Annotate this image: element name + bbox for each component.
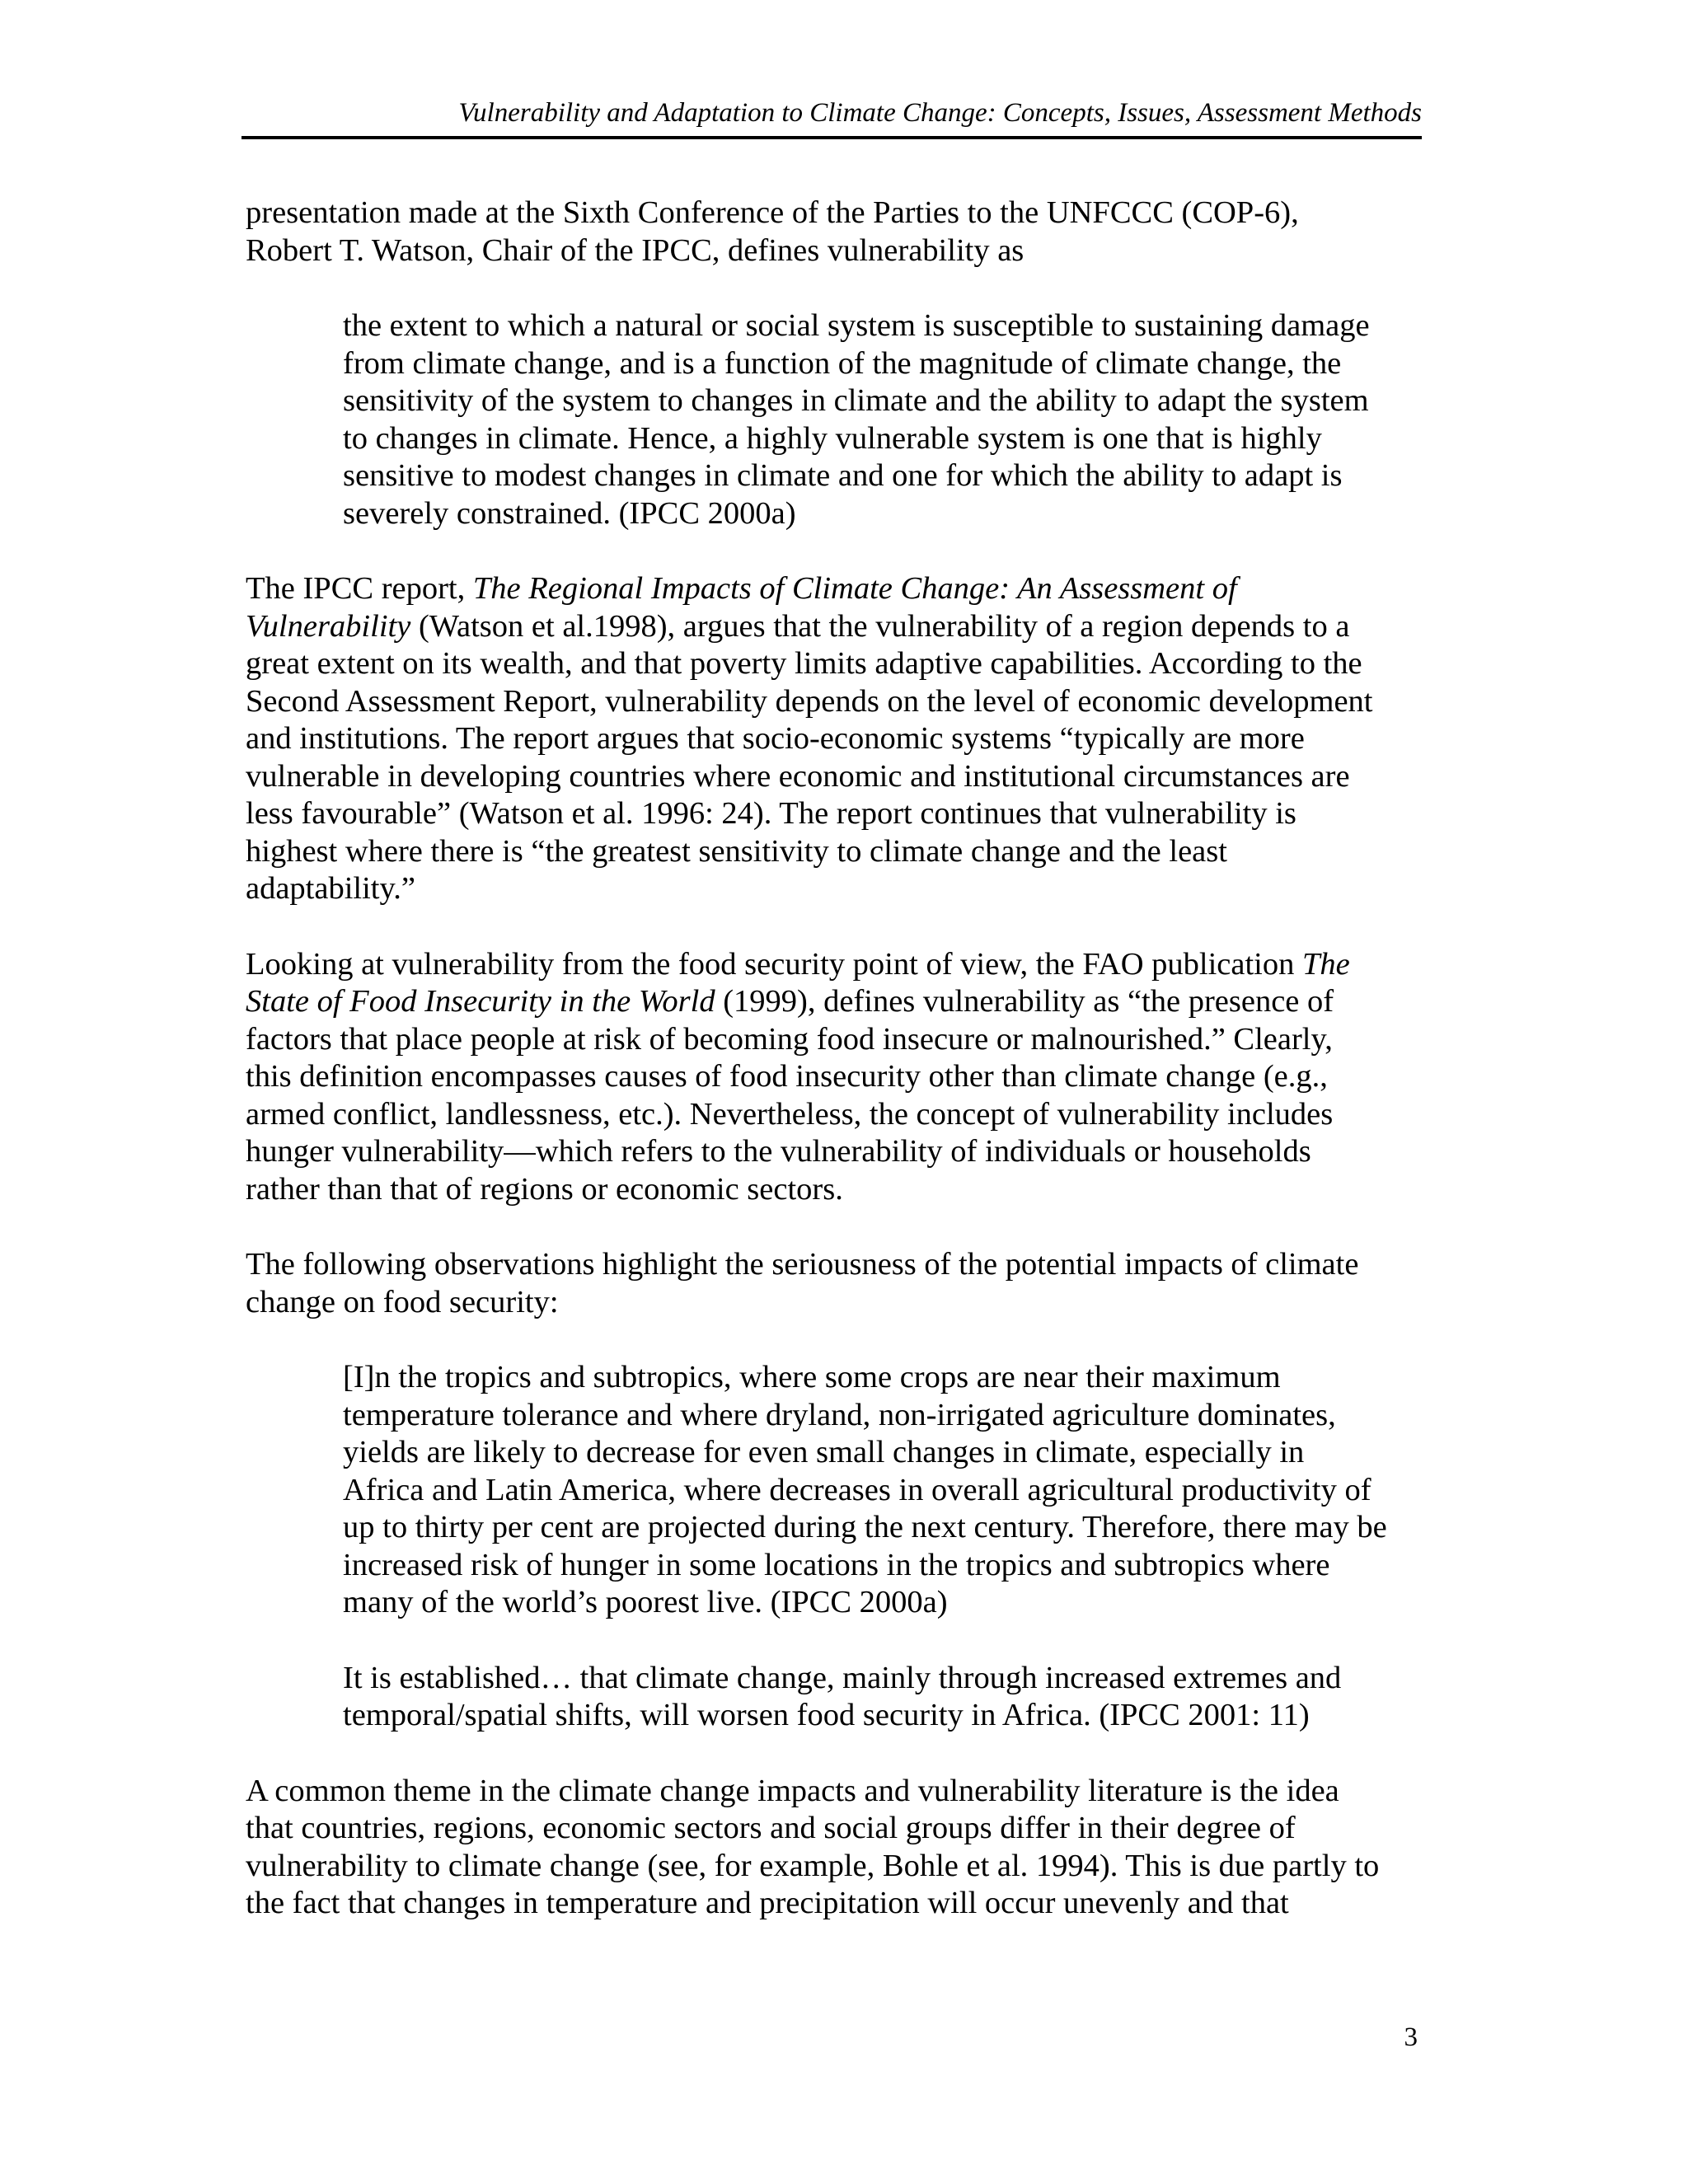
text-run: great extent on its wealth, and that poverty limits adaptive capabilities. According to the [246, 646, 1362, 681]
body-paragraph [246, 194, 1432, 269]
body-paragraph [246, 1773, 1432, 1923]
text-line [246, 870, 1432, 908]
text-run: many of the world’s poorest live. (IPCC 2000a) [343, 1585, 948, 1619]
text-line [343, 420, 1432, 458]
text-line [343, 1509, 1432, 1547]
text-run: change on food security: [246, 1284, 559, 1319]
text-line [246, 983, 1432, 1021]
text-line [343, 1660, 1432, 1698]
text-line [343, 1359, 1432, 1397]
text-line [343, 1584, 1432, 1622]
text-line [246, 1171, 1432, 1209]
text-line [343, 345, 1432, 383]
text-line [343, 307, 1432, 345]
body-paragraph [246, 1246, 1432, 1321]
text-run: armed conflict, landlessness, etc.). Nevertheless, the concept of vulnerability includes [246, 1096, 1334, 1132]
text-run: highest where there is “the greatest sensitivity to climate change and the least [246, 833, 1227, 869]
text-run: factors that place people at risk of becoming food insecure or malnourished.” Clearly, [246, 1021, 1333, 1057]
text-run: temporal/spatial shifts, will worsen food security in Africa. (IPCC 2001: 11) [343, 1698, 1310, 1732]
text-line [343, 1697, 1432, 1735]
italic-title-text: State of Food Insecurity in the World [246, 984, 715, 1019]
text-line [246, 795, 1432, 833]
text-line [246, 1246, 1432, 1284]
text-run: sensitive to modest changes in climate and one for which the ability to adapt is [343, 458, 1343, 493]
text-line [343, 457, 1432, 495]
text-line [246, 1021, 1432, 1059]
text-run: Africa and Latin America, where decreases in overall agricultural productivity of [343, 1472, 1372, 1507]
text-run: A common theme in the climate change impacts and vulnerability literature is the idea [246, 1773, 1339, 1808]
text-line [246, 232, 1432, 270]
text-run: severely constrained. (IPCC 2000a) [343, 495, 796, 531]
text-run: to changes in climate. Hence, a highly vulnerable system is one that is highly [343, 420, 1322, 456]
text-run: up to thirty per cent are projected during the next century. Therefore, there may be [343, 1510, 1387, 1544]
text-line [343, 1472, 1432, 1510]
block-quote [343, 1359, 1432, 1622]
text-run: that countries, regions, economic sectors and social groups differ in their degree of [246, 1811, 1296, 1845]
text-run: (Watson et al.1998), argues that the vulnerability of a region depends to a [410, 608, 1350, 644]
italic-title-text: The Regional Impacts of Climate Change: An Assessment of [472, 571, 1237, 606]
text-run: (1999), defines vulnerability as “the presence of [715, 984, 1334, 1019]
text-line [246, 946, 1432, 984]
text-line [246, 1058, 1432, 1096]
text-line [246, 1885, 1432, 1923]
text-line [343, 1434, 1432, 1472]
text-line [246, 1848, 1432, 1886]
text-line [246, 1773, 1432, 1811]
block-quote [343, 307, 1432, 532]
text-run: vulnerable in developing countries where economic and institutional circumstances are [246, 758, 1350, 794]
text-line [343, 495, 1432, 533]
text-line [246, 833, 1432, 871]
text-line [343, 1397, 1432, 1435]
text-line [246, 570, 1432, 608]
body-paragraph [246, 946, 1432, 1209]
page-number: 3 [1404, 2022, 1418, 2052]
body-paragraph [246, 570, 1432, 908]
text-run: Robert T. Watson, Chair of the IPCC, defines vulnerability as [246, 232, 1025, 268]
text-run: The IPCC report, [246, 571, 473, 606]
text-run: yields are likely to decrease for even small changes in climate, especially in [343, 1435, 1305, 1469]
text-run: the extent to which a natural or social system is susceptible to sustaining damage [343, 308, 1370, 343]
text-line [246, 1096, 1432, 1134]
text-run: this definition encompasses causes of food insecurity other than climate change (e.g., [246, 1059, 1328, 1094]
text-run: hunger vulnerability—which refers to the vulnerability of individuals or households [246, 1134, 1311, 1169]
italic-title-text: Vulnerability [246, 608, 411, 644]
text-run: rather than that of regions or economic sectors. [246, 1171, 843, 1207]
text-line [246, 1810, 1432, 1848]
text-run: from climate change, and is a function of the magnitude of climate change, the [343, 345, 1342, 381]
text-run: Looking at vulnerability from the food security point of view, the FAO publication [246, 946, 1303, 982]
text-line [343, 382, 1432, 420]
text-run: [I]n the tropics and subtropics, where some crops are near their maximum [343, 1360, 1281, 1394]
text-run: sensitivity of the system to changes in climate and the ability to adapt the system [343, 383, 1369, 418]
text-line [246, 758, 1432, 796]
text-run: presentation made at the Sixth Conference of the Parties to the UNFCCC (COP-6), [246, 195, 1299, 230]
text-line [343, 1547, 1432, 1585]
text-run: temperature tolerance and where dryland, non-irrigated agriculture dominates, [343, 1397, 1336, 1432]
text-run: adaptability.” [246, 871, 415, 906]
running-header [241, 78, 1422, 139]
text-line [246, 194, 1432, 232]
running-header-title: Vulnerability and Adaptation to Climate Change: Concepts, Issues, Assessment Methods [458, 98, 1422, 128]
page-body [246, 194, 1432, 1923]
text-run: the fact that changes in temperature and precipitation will occur unevenly and that [246, 1886, 1289, 1920]
italic-title-text: The [1302, 946, 1350, 982]
text-line [246, 720, 1432, 758]
text-run: It is established… that climate change, mainly through increased extremes and [343, 1660, 1342, 1695]
text-line [246, 1284, 1432, 1322]
text-run: and institutions. The report argues that socio-economic systems “typically are more [246, 721, 1305, 756]
text-run: increased risk of hunger in some locations in the tropics and subtropics where [343, 1547, 1330, 1582]
text-line [246, 683, 1432, 721]
text-run: Second Assessment Report, vulnerability depends on the level of economic development [246, 683, 1373, 719]
text-run: The following observations highlight the seriousness of the potential impacts of climate [246, 1247, 1359, 1282]
block-quote [343, 1660, 1432, 1735]
text-run: less favourable” (Watson et al. 1996: 24). The report continues that vulnerability is [246, 796, 1296, 831]
text-line [246, 645, 1432, 683]
text-line [246, 608, 1432, 646]
text-run: vulnerability to climate change (see, for example, Bohle et al. 1994). This is due partly to [246, 1848, 1380, 1883]
text-line [246, 1133, 1432, 1171]
